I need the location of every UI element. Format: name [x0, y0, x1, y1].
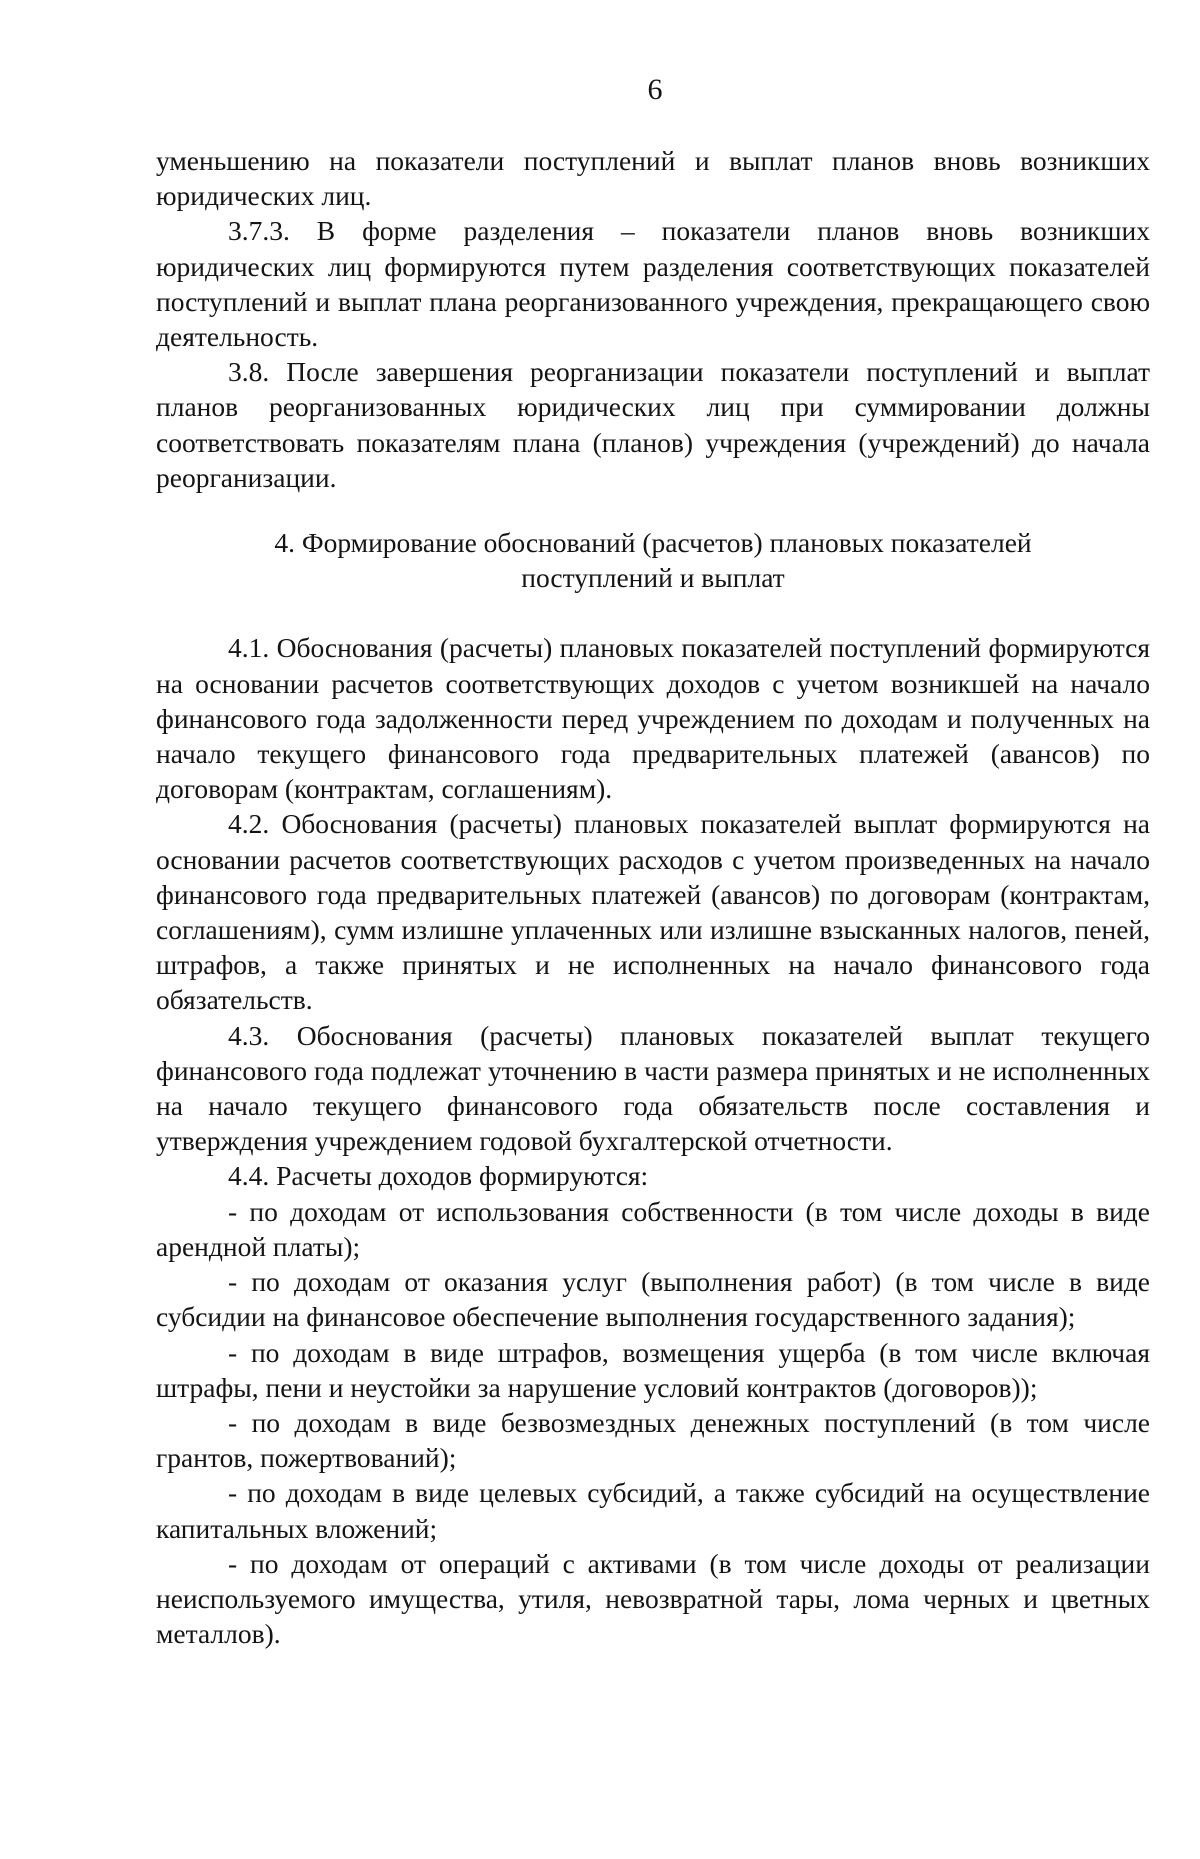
paragraph-4-1: 4.1. Обоснования (расчеты) плановых показателей поступлений формируются на основании расчетов соответствующих доходов с учетом возникшей на начало финансового года задолженности перед учреждением по доходам и полученных на начало текущего финансового года предварительных платежей (авансов) по договорам (контрактам, соглашениям). [156, 632, 1150, 805]
paragraph-4-3: 4.3. Обоснования (расчеты) плановых показателей выплат текущего финансового года подлежат уточнению в части размера принятых и не исполненных на начало текущего финансового года обязательств после составления и утверждения учреждением годовой бухгалтерской отчетности. [156, 1019, 1150, 1157]
list-item: - по доходам от оказания услуг (выполнения работ) (в том числе в виде субсидии на финансовое обеспечение выполнения государственного задания); [156, 1266, 1150, 1333]
section-heading [156, 525, 1150, 595]
list-item: - по доходам от операций с активами (в том числе доходы от реализации неиспользуемого имущества, утиля, невозвратной тары, лома черных и цветных металлов). [156, 1547, 1150, 1650]
paragraph-3-7-3: 3.7.3. В форме разделения – показатели планов вновь возникших юридических лиц формируются путем разделения соответствующих показателей поступлений и выплат плана реорганизованного учреждения, прекращающего свою деятельность. [156, 215, 1150, 353]
list-item: - по доходам в виде штрафов, возмещения ущерба (в том числе включая штрафы, пени и неустойки за нарушение условий контрактов (договоров)); [156, 1336, 1150, 1403]
paragraph-4-4: 4.4. Расчеты доходов формируются: [228, 1160, 649, 1192]
document-body [156, 143, 1150, 1651]
paragraph-3-8: 3.8. После завершения реорганизации показатели поступлений и выплат планов реорганизованных юридических лиц при суммировании должны соответствовать показателям плана (планов) учреждения (учреждений) до начала реорганизации. [156, 356, 1150, 493]
paragraph-4-2: 4.2. Обоснования (расчеты) плановых показателей выплат формируются на основании расчетов соответствующих расходов с учетом произведенных на начало финансового года предварительных платежей (авансов) по договорам (контрактам, соглашениям), сумм излишне уплаченных или излишне взысканных налогов, пеней, штрафов, а также принятых и не исполненных на начало финансового года обязательств. [156, 808, 1150, 1016]
paragraph-continuation: уменьшению на показатели поступлений и выплат планов вновь возникших юридических лиц. [156, 145, 1150, 212]
list-item: - по доходам от использования собственности (в том числе доходы в виде арендной платы); [156, 1195, 1150, 1262]
section-heading-line-1: 4. Формирование обоснований (расчетов) плановых показателей [274, 527, 1032, 559]
list-item: - по доходам в виде безвозмездных денежных поступлений (в том числе грантов, пожертвований); [156, 1406, 1150, 1474]
list-item: - по доходам в виде целевых субсидий, а также субсидий на осуществление капитальных вложений; [156, 1477, 1150, 1544]
section-heading-line-2: поступлений и выплат [521, 562, 785, 594]
page-number: 6 [647, 73, 663, 106]
